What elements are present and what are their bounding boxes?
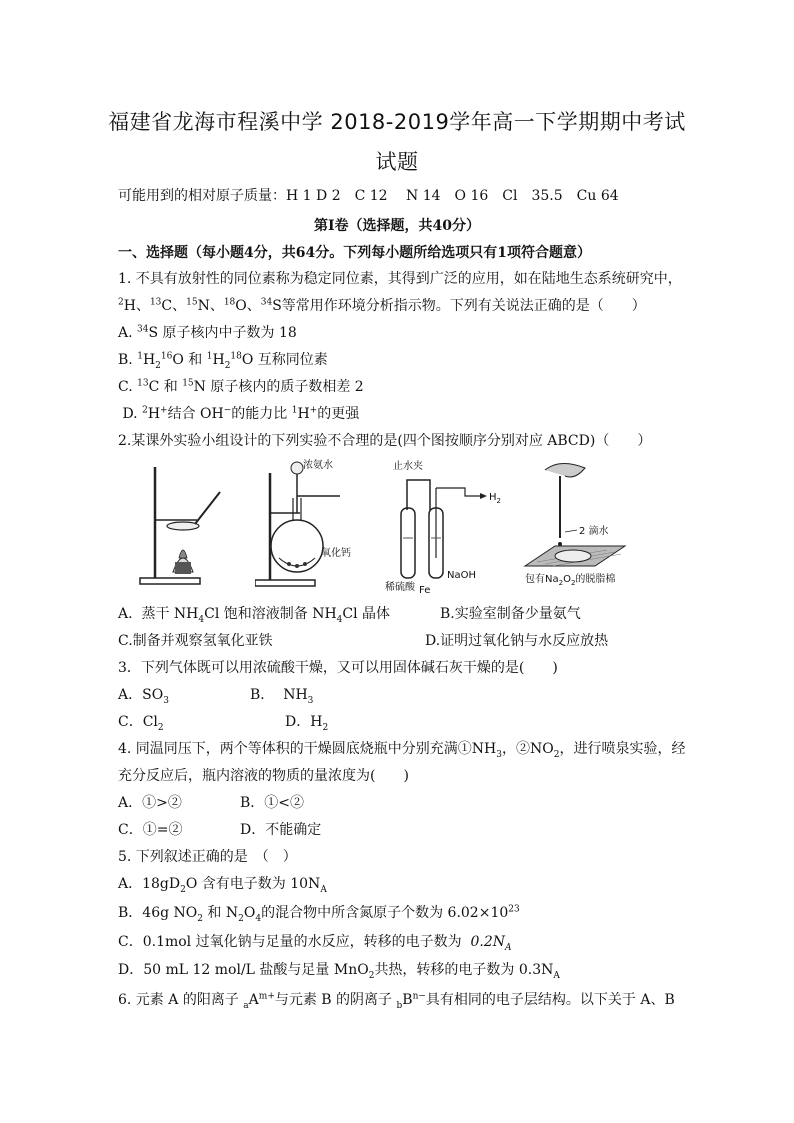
exam-title-line2: 试题 xyxy=(375,150,419,174)
q5-option-d: D．50 mL 12 mol/L 盐酸与足量 MnO$_2$共热，转移的电子数为 $0.3N_A$ xyxy=(118,962,560,981)
q1-option-b: B. $^1H_2^{16}O$ 和 $^1H_2^{18}O$ 互称同位素 xyxy=(118,351,328,371)
label-ammonia: 浓氨水 xyxy=(303,460,333,471)
q1-option-d: D. $^2$H+结合 OH−的能力比 $^1$H+的更强 xyxy=(118,405,360,422)
q3-option-a: A．$SO_3$ xyxy=(118,687,169,706)
q2-figure-b xyxy=(255,458,365,590)
label-clamp: 止水夹 xyxy=(393,461,423,472)
q3-stem: 3．下列气体既可以用浓硫酸干燥，又可以用固体碱石灰干燥的是( ) xyxy=(118,660,558,676)
q5-option-b: B．46g $NO_2$ 和 $N_2O_4$的混合物中所含氮原子个数为 $6.02\times 10^{23}$ xyxy=(118,904,520,924)
q5-option-a: A．$18gD_2O$ 含有电子数为 $10N_A$ xyxy=(118,876,327,895)
q3-option-b: B． $NH_3$ xyxy=(250,687,314,706)
q2-option-c: C.制备并观察氢氧化亚铁 xyxy=(118,633,273,649)
q2-figure-d xyxy=(515,458,635,593)
q1-stem-line1: 1. 不具有放射性的同位素称为稳定同位素，其得到广泛的应用，如在陆地生态系统研究中， xyxy=(118,271,682,287)
q1-option-c: C. $^{13}$C 和 $^{15}$N 原子核内的质子数相差 2 xyxy=(118,378,364,395)
q4-option-c: C．①=② xyxy=(118,822,183,838)
exam-title-line1: 福建省龙海市程溪中学 2018-2019学年高一下学期期中考试 xyxy=(108,110,686,134)
q3-option-d: D．$H_2$ xyxy=(285,714,329,733)
q4-option-d: D．不能确定 xyxy=(240,822,322,838)
q4-option-a: A．①>② xyxy=(118,795,182,811)
q2-stem: 2.某课外实验小组设计的下列实验不合理的是(四个图按顺序分别对应 ABCD)（ ） xyxy=(118,433,652,449)
q2-option-b: B.实验室制备少量氨气 xyxy=(440,606,581,622)
part-heading: 一、选择题（每小题4分，共64分。下列每小题所给选项只有1项符合题意） xyxy=(118,245,591,261)
section-header: 第Ⅰ卷（选择题，共40分） xyxy=(313,218,481,234)
q6-stem: 6. 元素 A 的阳离子 $_aA^{m+}$与元素 B 的阴离子 $_bB^{n-}$具有相同的电子层结构。以下关于 A、B xyxy=(118,991,675,1011)
atomic-masses-line: 可能用到的相对原子质量：H 1 D 2 C 12 N 14 O 16 Cl 35.5 Cu 64 xyxy=(118,188,619,204)
label-fe: Fe xyxy=(419,585,431,593)
label-na2o2-cotton: 包有$Na_2O_2$的脱脂棉 xyxy=(525,574,616,587)
q2-option-d: D.证明过氧化钠与水反应放热 xyxy=(425,633,609,649)
q4-stem-line2: 充分反应后，瓶内溶液的物质的量浓度为( ) xyxy=(118,768,409,784)
q2-figure-c xyxy=(385,458,505,593)
q5-option-c: C．0.1mol 过氧化钠与足量的水反应，转移的电子数为 $0.2N_A$ xyxy=(118,934,512,953)
q1-option-a: A. $^{34}$S 原子核内中子数为 18 xyxy=(118,324,297,341)
q4-stem-line1: 4. 同温同压下，两个等体积的干燥圆底烧瓶中分别充满$①NH_3$，$②NO_2$，进行喷泉实验，经 xyxy=(118,741,686,760)
label-h2: $H_2$ xyxy=(489,492,501,505)
q3-option-c: C．$Cl_2$ xyxy=(118,714,164,733)
q5-stem: 5. 下列叙述正确的是 （ ） xyxy=(118,849,297,865)
label-dilute-h2so4: 稀硫酸 xyxy=(385,582,415,593)
label-two-drops: 2 滴水 xyxy=(579,526,609,537)
q2-option-a: A. 蒸干 $NH_4Cl$ 饱和溶液制备 $NH_4Cl$ 晶体 xyxy=(118,606,391,625)
q2-figure-a xyxy=(135,462,235,587)
label-cao: 氧化钙 xyxy=(321,548,351,559)
q4-option-b: B．①<② xyxy=(240,795,305,811)
q1-stem-line2: $^2$H、$^{13}$C、$^{15}$N、$^{18}$O、$^{34}$S等常用作环境分析指示物。下列有关说法正确的是（ ） xyxy=(118,297,646,314)
label-naoh: NaOH xyxy=(447,570,476,581)
